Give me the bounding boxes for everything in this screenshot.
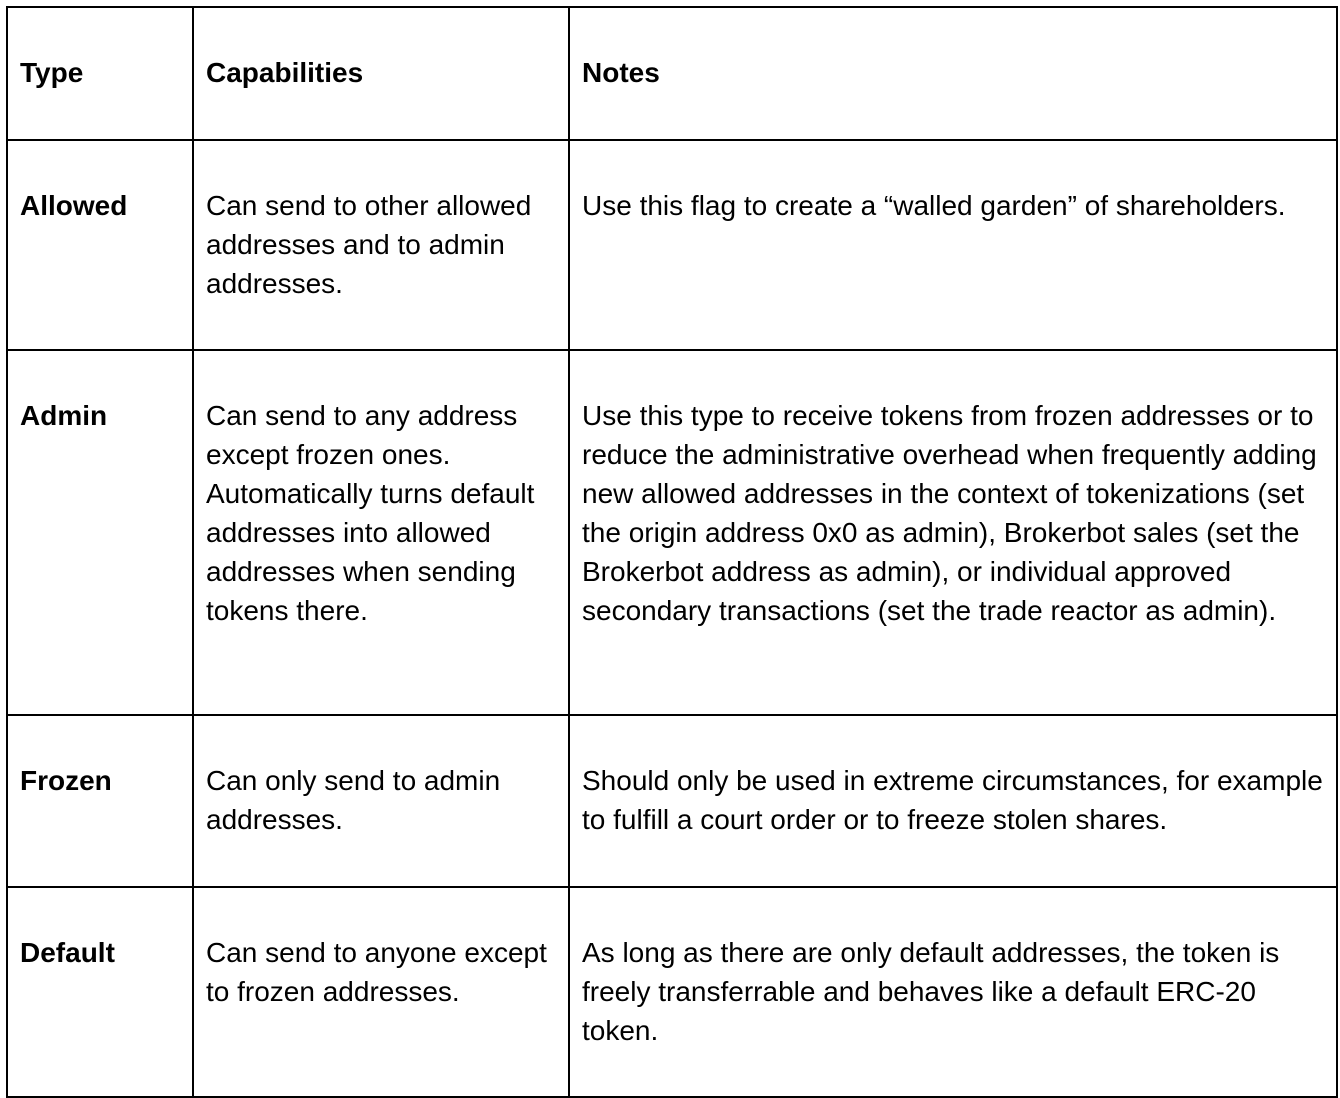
capabilities-cell: Can send to anyone except to frozen addresses. (193, 887, 569, 1097)
table-header (7, 7, 1337, 140)
table-row (7, 140, 1337, 350)
table-row (7, 887, 1337, 1097)
notes-cell: Use this type to receive tokens from frozen addresses or to reduce the administrative overhead when frequently adding new allowed addresses in the context of tokenizations (set the origin address 0x0 as admin), Brokerbot sales (set the Brokerbot address as admin), or individual approved secondary transactions (set the trade reactor as admin). (569, 350, 1337, 715)
table-body (7, 140, 1337, 1097)
capabilities-cell: Can send to other allowed addresses and to admin addresses. (193, 140, 569, 350)
notes-cell: Should only be used in extreme circumstances, for example to fulfill a court order or to freeze stolen shares. (569, 715, 1337, 887)
type-cell: Allowed (7, 140, 193, 350)
header-row (7, 7, 1337, 140)
capabilities-cell: Can only send to admin addresses. (193, 715, 569, 887)
header-capabilities: Capabilities (193, 7, 569, 140)
type-cell: Admin (7, 350, 193, 715)
capabilities-cell: Can send to any address except frozen ones. Automatically turns default addresses into allowed addresses when sending tokens there. (193, 350, 569, 715)
type-cell: Frozen (7, 715, 193, 887)
notes-cell: Use this flag to create a “walled garden” of shareholders. (569, 140, 1337, 350)
address-types-table (6, 6, 1338, 1098)
header-notes: Notes (569, 7, 1337, 140)
header-type: Type (7, 7, 193, 140)
type-cell: Default (7, 887, 193, 1097)
table-row (7, 715, 1337, 887)
table-row (7, 350, 1337, 715)
notes-cell: As long as there are only default addresses, the token is freely transferrable and behaves like a default ERC-20 token. (569, 887, 1337, 1097)
